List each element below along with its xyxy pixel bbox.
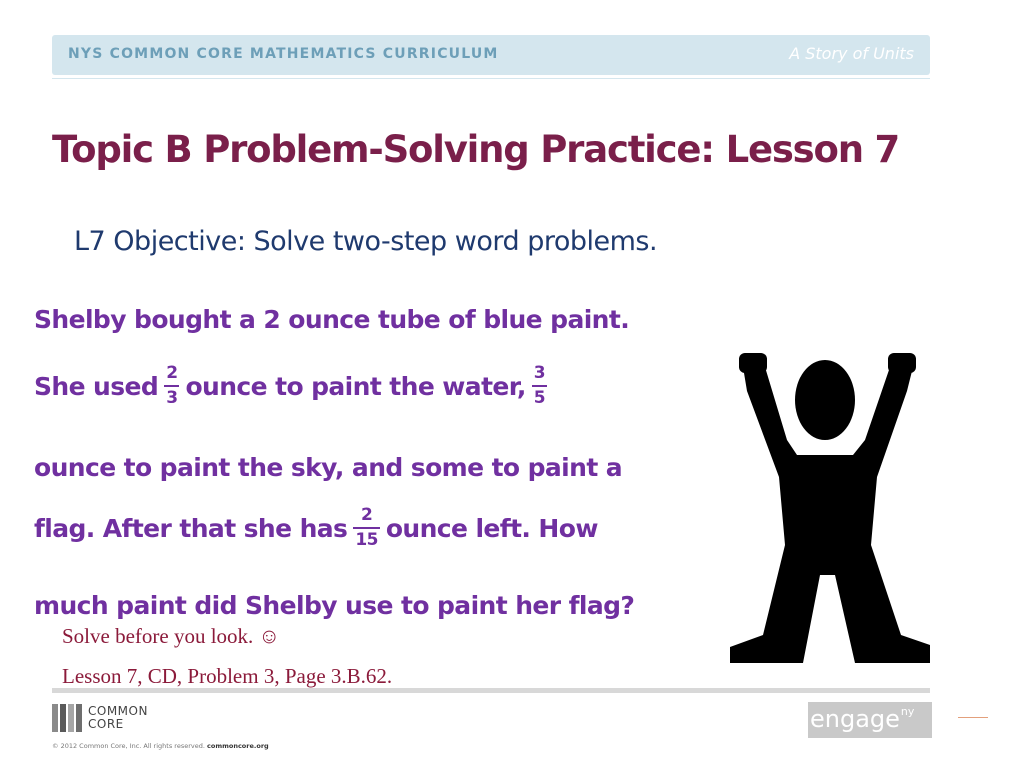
stick-figure-icon	[725, 345, 935, 667]
problem-text: ounce to paint the water,	[185, 371, 526, 401]
lesson-objective: L7 Objective: Solve two-step word problems.	[74, 226, 658, 257]
problem-line-5	[34, 591, 634, 620]
problem-line-4	[34, 507, 598, 549]
fraction-denominator: 3	[164, 385, 179, 407]
engage-ny-superscript: ny	[900, 705, 915, 718]
problem-text: ounce left. How	[385, 513, 598, 543]
series-label: A Story of Units	[789, 44, 914, 63]
solve-note: Solve before you look. ☺	[62, 624, 280, 648]
slide-title: Topic B Problem-Solving Practice: Lesson 7	[52, 128, 900, 171]
logo-line-2: CORE	[88, 717, 124, 731]
fraction-two-fifteenths	[353, 507, 379, 549]
fraction-numerator: 2	[166, 363, 178, 383]
common-core-logo	[52, 704, 148, 732]
common-core-wordmark	[88, 705, 148, 731]
common-core-logo-icon	[52, 704, 82, 732]
fraction-three-fifths	[532, 365, 547, 407]
accent-line	[958, 717, 988, 718]
problem-text: much paint did Shelby use to paint her flag?	[34, 591, 635, 620]
problem-text: She used	[34, 371, 159, 401]
problem-text: Shelby bought a 2 ounce tube of blue paint.	[34, 305, 630, 334]
copyright-text: © 2012 Common Core, Inc. All rights reserved.	[52, 742, 205, 750]
fraction-two-thirds	[164, 365, 179, 407]
engage-word: engage	[810, 705, 900, 733]
copyright-site: commoncore.org	[207, 742, 269, 750]
curriculum-label: NYS COMMON CORE MATHEMATICS CURRICULUM	[68, 46, 499, 62]
problem-text: flag. After that she has	[34, 513, 348, 543]
problem-text: ounce to paint the sky, and some to paint a	[34, 453, 623, 482]
header-bar	[52, 35, 930, 75]
footer-divider	[52, 688, 930, 693]
engage-ny-logo	[808, 702, 932, 738]
reference-note: Lesson 7, CD, Problem 3, Page 3.B.62.	[62, 664, 393, 688]
fraction-denominator: 5	[532, 385, 547, 407]
fraction-numerator: 2	[360, 505, 373, 525]
fraction-denominator: 15	[353, 527, 379, 549]
problem-line-2	[34, 365, 553, 407]
problem-line-1	[34, 305, 629, 334]
logo-line-1: COMMON	[88, 704, 148, 718]
header-divider	[52, 78, 930, 79]
copyright	[52, 742, 269, 750]
problem-line-3	[34, 453, 622, 482]
fraction-numerator: 3	[533, 363, 545, 383]
